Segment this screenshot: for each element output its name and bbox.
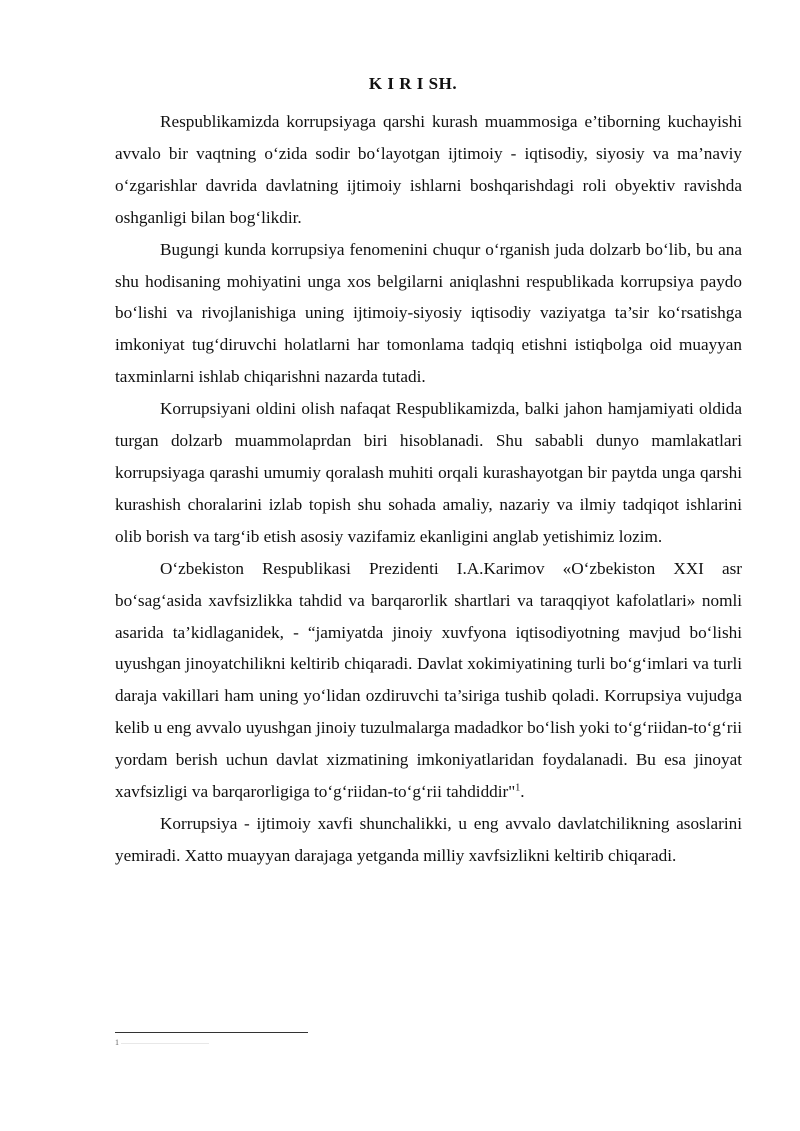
footnote (115, 1038, 209, 1047)
document-body (115, 106, 742, 872)
footnote-text-placeholder (121, 1043, 209, 1044)
paragraph-5: Korrupsiya - ijtimoiy xavfi shunchalikki, u eng avvalo davlatchilikning asoslarini yemiradi. Xatto muayyan darajaga yetganda milliy xavfsizlikni keltirib chiqaradi. (115, 813, 742, 865)
paragraph-1: Respublikamizda korrupsiyaga qarshi kurash muammosiga e’tiborning kuchayishi avvalo bir vaqtning o‘zida sodir bo‘layotgan ijtimoiy - iqtisodiy, siyosiy va ma’naviy o‘zgarishlar davrida davlatning ijtimoiy ishlarni boshqarishdagi roli obyektiv ravishda oshganligi bilan bog‘likdir. (115, 112, 742, 227)
paragraph-3: Korrupsiyani oldini olish nafaqat Respublikamizda, balki jahon hamjamiyati oldida turgan dolzarb muammolaprdan biri hisoblanadi. Shu sababli dunyo mamlakatlari korrupsiyaga qarashi umumiy qoralash muhiti orqali kurashayotgan bir paytda unga qarshi kurashish choralarini izlab topish shu sohada amaliy, nazariy va ilmiy tadqiqot ishlarini olib borish va targ‘ib etish asosiy vazifamiz ekanligini anglab yetishimiz lozim. (115, 399, 742, 546)
footnote-number: 1 (115, 1038, 119, 1047)
paragraph-4 (115, 553, 742, 808)
page-title: K I R I SH. (368, 74, 458, 93)
paragraph-4-text: O‘zbekiston Respublikasi Prezidenti I.A.Karimov «O‘zbekiston XXI asr bo‘sag‘asida xavfsizlikka tahdid va barqarorlik shartlari va taraqqiyot kafolatlari» nomli asarida ta’kidlaganidek, - “jamiyatda jinoiy xuvfyona iqtisodiyotning mavjud bo‘lishi uyushgan jinoyatchilikni keltirib chiqaradi. Davlat xokimiyatining turli bo‘g‘imlari va turli daraja vakillari ham uning yo‘lidan ozdiruvchi ta’siriga tushib qoladi. Korrupsiya vujudga kelib u eng avvalo uyushgan jinoiy tuzulmalarga madadkor bo‘lish yoki to‘g‘riidan-to‘g‘rii yordam berish uchun davlat xizmatining imkoniyatlaridan foydalanadi. Bu esa jinoyat xavfsizligi va barqarorligiga to‘g‘riidan-to‘g‘rii tahdiddir" (115, 558, 742, 802)
paragraph-2: Bugungi kunda korrupsiya fenomenini chuqur o‘rganish juda dolzarb bo‘lib, bu ana shu hodisaning mohiyatini unga xos belgilarni aniqlashni respublikada korrupsiya paydo bo‘lishi va rivojlanishiga uning ijtimoiy-siyosiy iqtisodiy vaziyatga ta’sir ko‘rsatishga imkoniyat tug‘diruvchi holatlarni har tomonlama tadqiq etishni istiqbolga oid muayyan taxminlarni ishlab chiqarishni nazarda tutadi. (115, 239, 742, 387)
footnote-separator (115, 1032, 308, 1033)
footnote-reference[interactable]: 1 (515, 782, 521, 794)
paragraph-4-end: . (520, 782, 525, 802)
